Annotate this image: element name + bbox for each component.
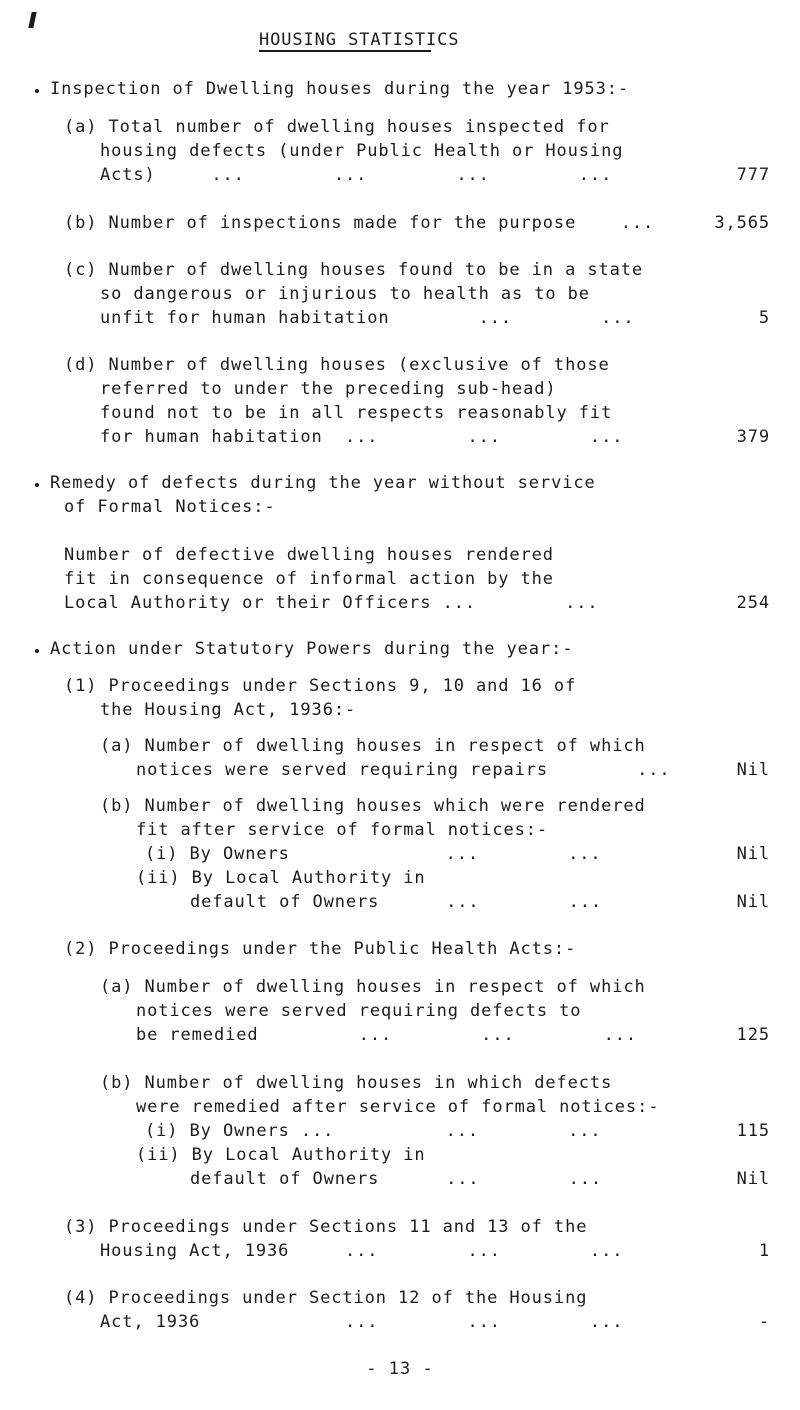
p2b-line-1: (b) Number of dwelling houses in which defects — [100, 1073, 613, 1093]
section-heading-remedy-line-2: of Formal Notices:- — [64, 497, 276, 517]
p1b-line-1: (b) Number of dwelling houses which were rendered — [100, 796, 646, 816]
item-a-line-1: (a) Total number of dwelling houses inspected for — [64, 117, 610, 137]
value-p2b-i: 115 — [736, 1121, 770, 1141]
p1b-line-2: fit after service of formal notices:- — [136, 820, 548, 840]
p1b-ii-line-1: (ii) By Local Authority in — [136, 868, 426, 888]
p3-line-2: Housing Act, 1936 ... ... ... 1 — [100, 1241, 770, 1261]
section-heading-remedy-line-1: Remedy of defects during the year without service — [50, 473, 596, 493]
p1a-line-2: notices were served requiring repairs ... Nil — [136, 760, 770, 780]
item-d-line-1: (d) Number of dwelling houses (exclusive of those — [64, 355, 610, 375]
section-heading-inspection: Inspection of Dwelling houses during the year 1953:- — [50, 79, 630, 99]
item-d-line-2: referred to under the preceding sub-head) — [100, 379, 557, 399]
p2b-ii-line-1: (ii) By Local Authority in — [136, 1145, 426, 1165]
item-b-line-1: (b) Number of inspections made for the purpose ... 3,565 — [64, 213, 770, 233]
item-a-line-2: housing defects (under Public Health or Housing — [100, 141, 624, 161]
p2a-line-1: (a) Number of dwelling houses in respect of which — [100, 977, 646, 997]
p1-heading-line-2: the Housing Act, 1936:- — [100, 700, 357, 720]
value-p1a: Nil — [736, 760, 770, 780]
page-title: HOUSING STATISTICS — [259, 30, 460, 50]
p2a-line-3: be remedied ... ... ... 125 — [136, 1025, 770, 1045]
p2b-ii-line-2: default of Owners ... ... Nil — [190, 1169, 770, 1189]
p2-heading: (2) Proceedings under the Public Health Acts:- — [64, 939, 577, 959]
p4-line-2: Act, 1936 ... ... ... - — [100, 1312, 770, 1332]
p2b-line-2: were remedied after service of formal notices:- — [136, 1097, 660, 1117]
p4-line-1: (4) Proceedings under Section 12 of the Housing — [64, 1288, 588, 1308]
remedy-item-line-1: Number of defective dwelling houses rendered — [64, 545, 554, 565]
p1b-ii-line-2: default of Owners ... ... Nil — [190, 892, 770, 912]
title-underline — [259, 50, 431, 52]
page-number: - 13 - — [366, 1359, 434, 1379]
item-d-line-3: found not to be in all respects reasonably fit — [100, 403, 613, 423]
value-inspected-houses: 777 — [736, 165, 770, 185]
section-heading-action: Action under Statutory Powers during the year:- — [50, 639, 574, 659]
value-p3: 1 — [758, 1241, 770, 1261]
item-c-line-3: unfit for human habitation ... ... 5 — [100, 308, 770, 328]
remedy-item-line-2: fit in consequence of informal action by the — [64, 569, 554, 589]
value-p4: - — [758, 1312, 770, 1332]
value-p2b-ii: Nil — [736, 1169, 770, 1189]
value-fit-houses: 379 — [736, 427, 770, 447]
p3-line-1: (3) Proceedings under Sections 11 and 13 of the — [64, 1217, 588, 1237]
value-unfit-houses: 5 — [758, 308, 770, 328]
value-informal-action: 254 — [736, 593, 770, 613]
p1b-i: (i) By Owners ... ... Nil — [145, 844, 770, 864]
value-inspections-made: 3,565 — [714, 213, 770, 233]
p2a-line-2: notices were served requiring defects to — [136, 1001, 582, 1021]
p1a-line-1: (a) Number of dwelling houses in respect of which — [100, 736, 646, 756]
item-d-line-4: for human habitation ... ... ... 379 — [100, 427, 770, 447]
item-c-line-1: (c) Number of dwelling houses found to be in a state — [64, 260, 644, 280]
item-a-line-3: Acts) ... ... ... ... 777 — [100, 165, 770, 185]
p1-heading-line-1: (1) Proceedings under Sections 9, 10 and 16 of — [64, 676, 577, 696]
remedy-item-line-3: Local Authority or their Officers ... ... 254 — [64, 593, 770, 613]
p2b-i: (i) By Owners ... ... ... 115 — [145, 1121, 770, 1141]
corner-mark — [28, 12, 36, 28]
item-c-line-2: so dangerous or injurious to health as to be — [100, 284, 590, 304]
value-p2a: 125 — [736, 1025, 770, 1045]
value-p1b-i: Nil — [736, 844, 770, 864]
value-p1b-ii: Nil — [736, 892, 770, 912]
